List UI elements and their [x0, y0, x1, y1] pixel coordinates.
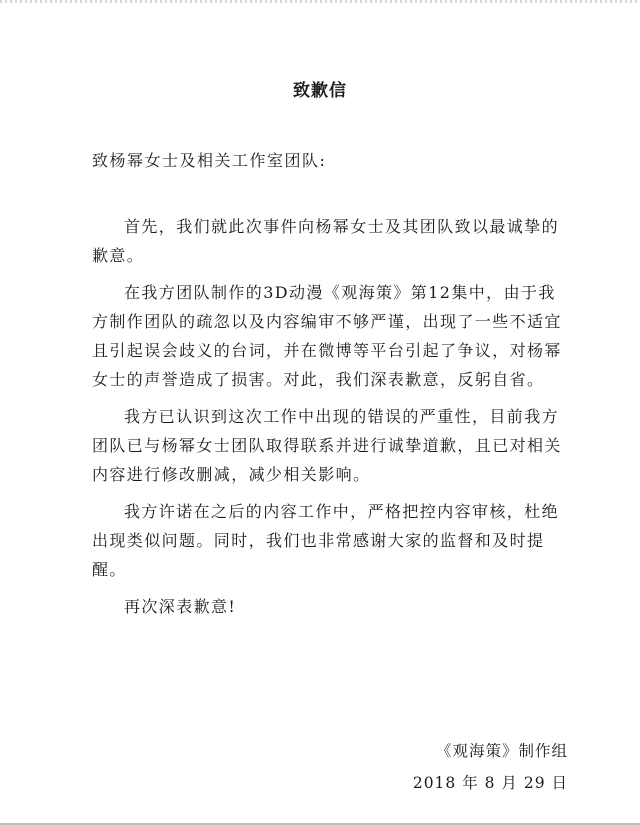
letter-salutation: 致杨幂女士及相关工作室团队:	[92, 151, 327, 170]
scan-top-edge	[0, 0, 640, 3]
paragraph-apology-opening: 首先，我们就此次事件向杨幂女士及其团队致以最诚挚的歉意。	[92, 217, 560, 265]
signature-organization: 《观海策》制作组	[435, 742, 568, 760]
letter-body	[92, 212, 564, 629]
signature-date: 2018 年 8 月 29 日	[412, 774, 568, 792]
paragraph-incident-description: 在我方团队制作的3D动漫《观海策》第12集中，由于我方制作团队的疏忽以及内容编审不够严谨，出现了一些不适宜且引起误会歧义的台词，并在微博等平台引起了争议，对杨幂女士的声誉造成了损害。对此，我们深表歉意，反躬自省。	[92, 283, 562, 389]
letter-title: 致歉信	[293, 81, 347, 101]
paragraph-commitment: 我方许诺在之后的内容工作中，严格把控内容审核，杜绝出现类似问题。同时，我们也非常感谢大家的监督和及时提醒。	[92, 502, 560, 579]
paragraph-closing: 再次深表歉意!	[124, 597, 237, 616]
letter-signature	[413, 735, 568, 799]
paragraph-remediation: 我方已认识到这次工作中出现的错误的严重性，目前我方团队已与杨幂女士团队取得联系并进行诚挚道歉，且已对相关内容进行修改删减，减少相关影响。	[92, 407, 562, 484]
